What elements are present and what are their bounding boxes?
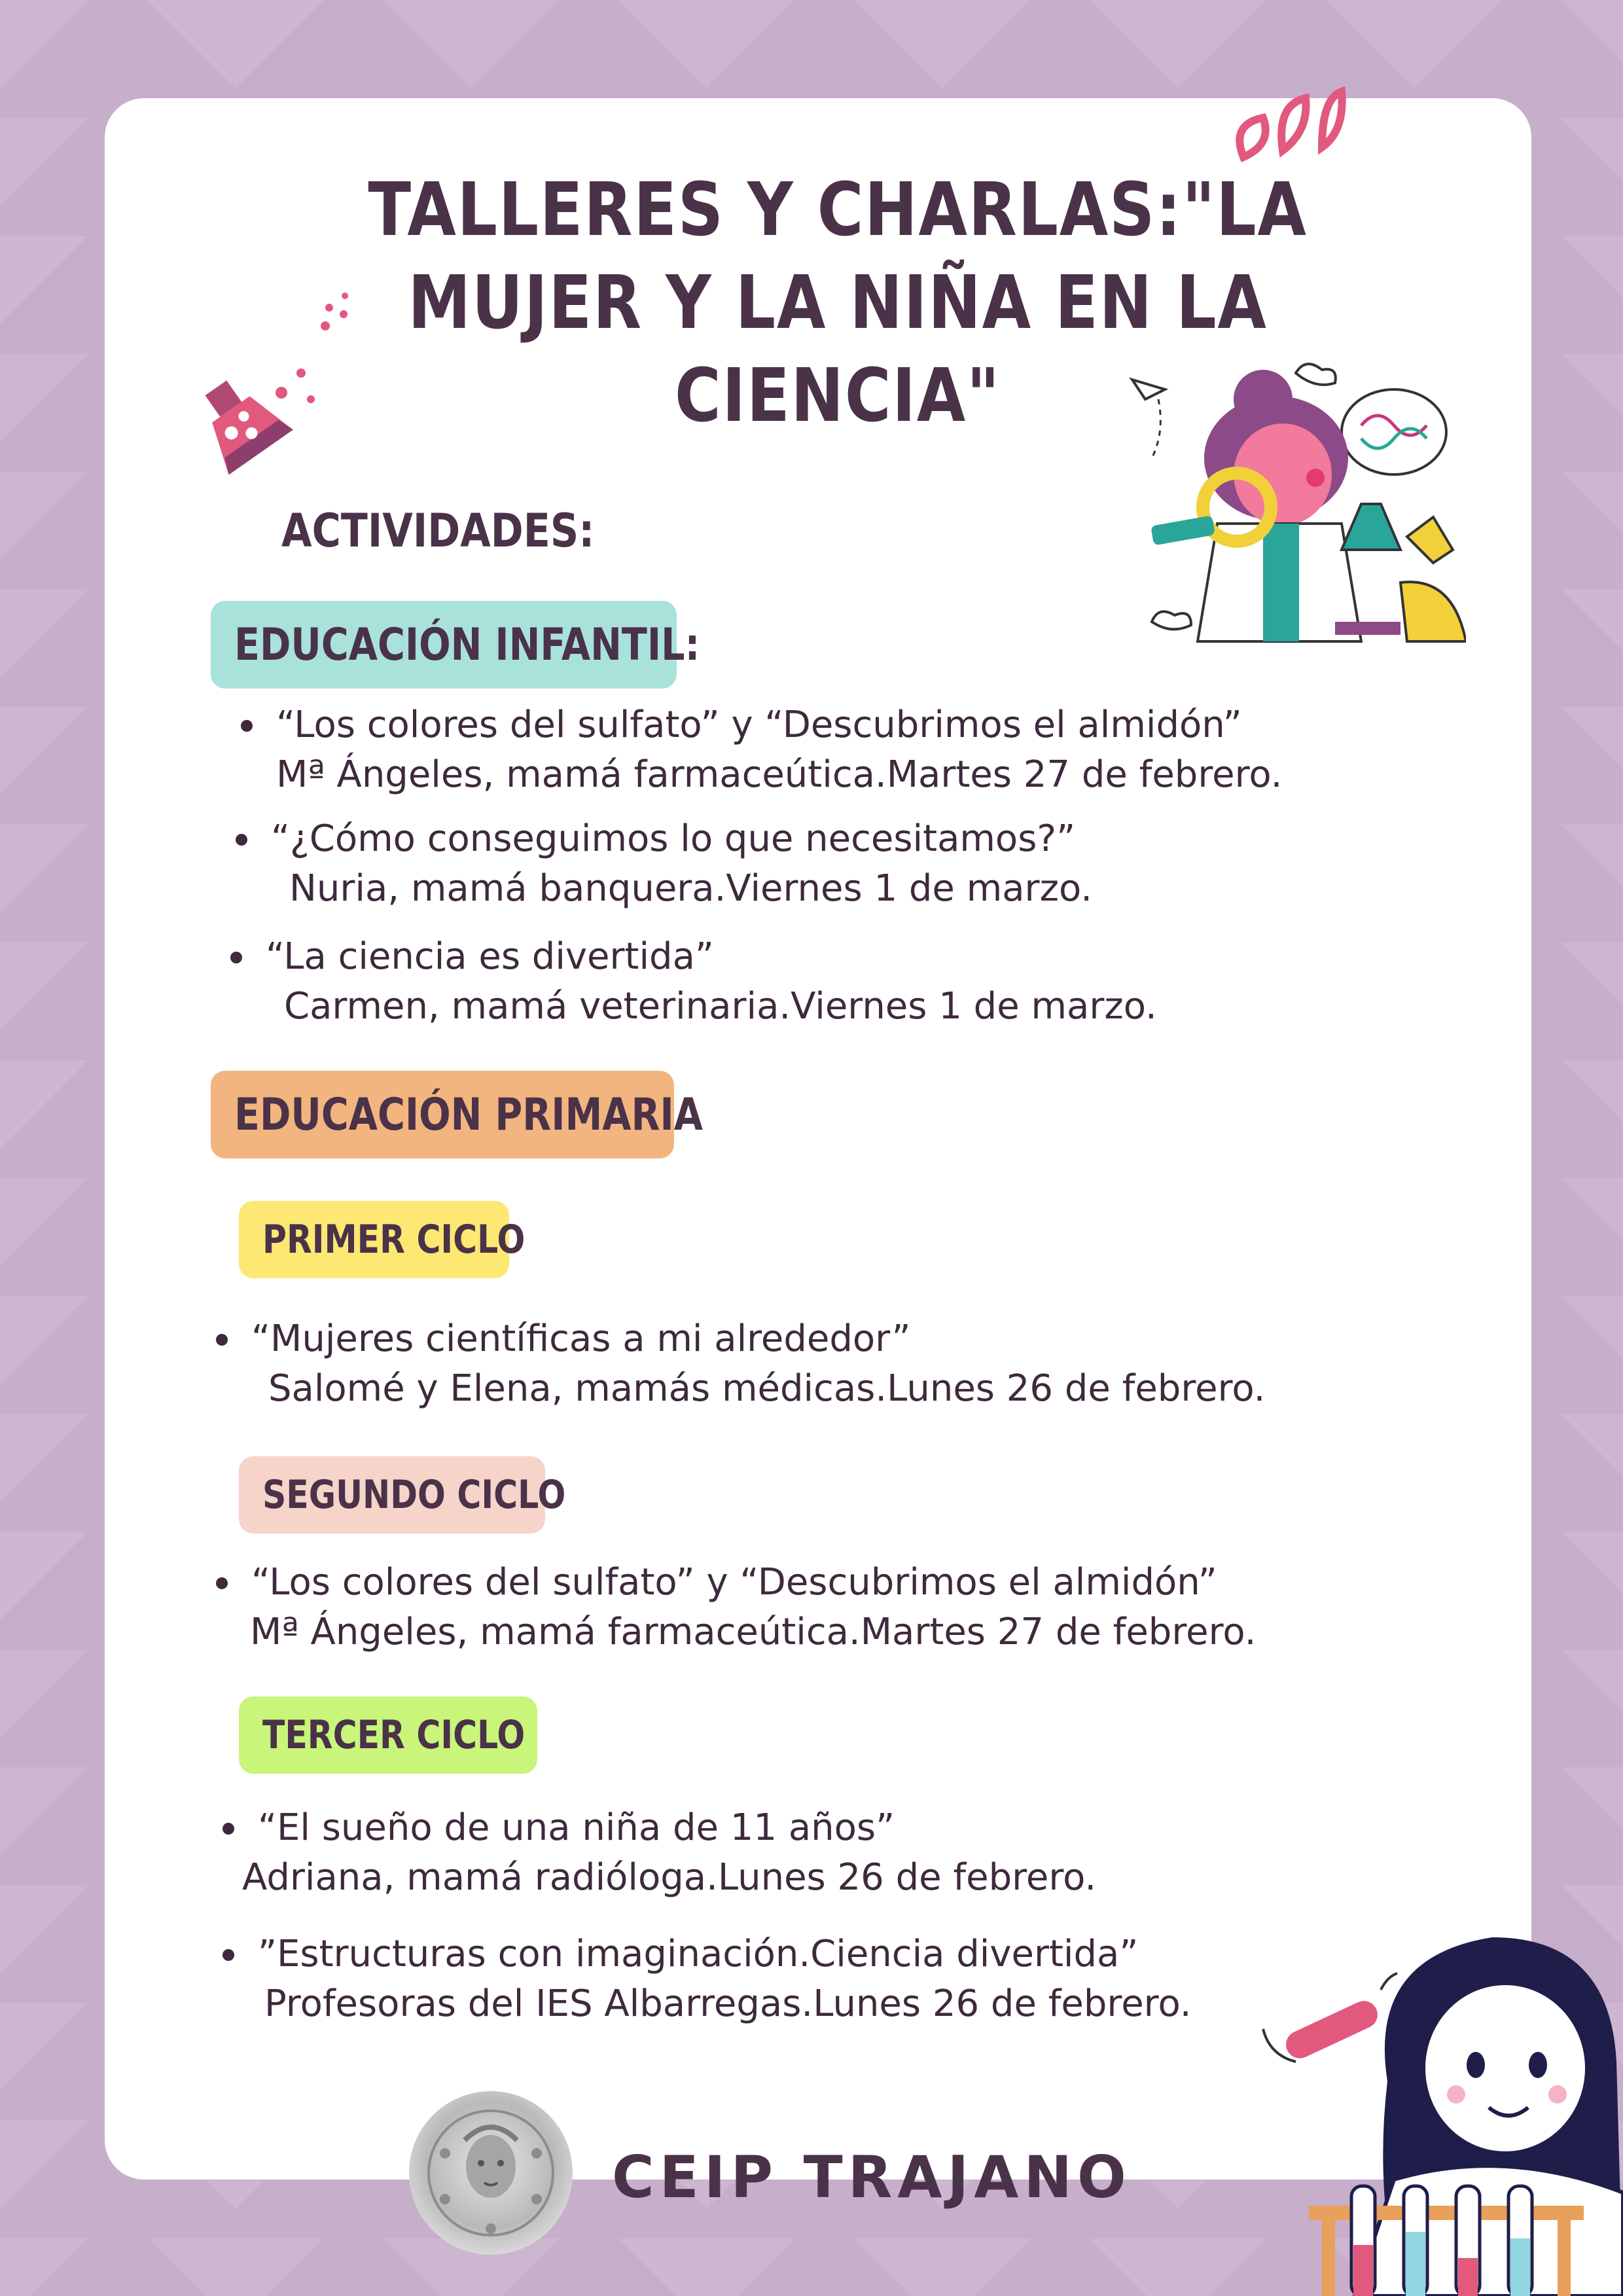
talk-title: “Mujeres científicas a mi alrededor”	[216, 1314, 1265, 1364]
school-name: CEIP TRAJANO	[612, 2144, 1132, 2211]
tag-primer-ciclo-label: PRIMER CICLO	[262, 1217, 526, 1263]
sparkle-lines-icon	[1224, 72, 1348, 170]
tag-segundo-ciclo	[239, 1456, 566, 1534]
pink-flask-icon	[183, 353, 321, 478]
list-item	[216, 1314, 1265, 1414]
activities-heading: ACTIVIDADES:	[281, 504, 595, 558]
school-seal-icon	[406, 2088, 576, 2258]
talk-title: “¿Cómo conseguimos lo que necesitamos?”	[236, 814, 1092, 864]
list-item	[230, 932, 1157, 1031]
talk-detail: Profesoras del IES Albarregas.Lunes 26 de febrero.	[264, 1982, 1192, 2025]
tag-segundo-ciclo-label: SEGUNDO CICLO	[262, 1472, 566, 1518]
tag-educacion-infantil-label: EDUCACIÓN INFANTIL:	[234, 619, 700, 671]
talk-detail: Adriana, mamá radióloga.Lunes 26 de febrero.	[242, 1856, 1097, 1899]
talk-detail: Mª Ángeles, mamá farmaceútica.Martes 27 de febrero.	[276, 753, 1283, 796]
talk-title: “Los colores del sulfato” y “Descubrimos el almidón”	[241, 700, 1282, 750]
talk-title: “El sueño de una niña de 11 años”	[223, 1803, 1096, 1853]
list-item	[236, 814, 1092, 914]
talk-title: “La ciencia es divertida”	[230, 932, 1157, 982]
scientist-with-magnifier-illustration	[1126, 353, 1466, 661]
tag-educacion-infantil	[211, 601, 700, 689]
list-item	[241, 700, 1282, 800]
list-item	[223, 1803, 1096, 1903]
dots-icon	[317, 288, 357, 334]
talk-detail: Mª Ángeles, mamá farmaceútica.Martes 27 de febrero.	[250, 1611, 1257, 1653]
talk-detail: Carmen, mamá veterinaria.Viernes 1 de marzo.	[284, 985, 1157, 1028]
talk-detail: Salomé y Elena, mamás médicas.Lunes 26 de febrero.	[268, 1367, 1266, 1410]
poster-title: TALLERES Y CHARLAS:"LA MUJER Y LA NIÑA EN LA CIENCIA"	[368, 168, 1308, 439]
tag-tercer-ciclo-label: TERCER CICLO	[262, 1712, 526, 1758]
girl-scientist-test-tubes-illustration	[1296, 1918, 1623, 2296]
talk-title: ”Estructuras con imaginación.Ciencia divertida”	[223, 1929, 1192, 1979]
list-item	[223, 1929, 1192, 2029]
tag-tercer-ciclo	[239, 1696, 537, 1774]
tag-primer-ciclo	[239, 1201, 526, 1278]
list-item	[216, 1558, 1256, 1657]
talk-detail: Nuria, mamá banquera.Viernes 1 de marzo.	[289, 867, 1093, 910]
tag-educacion-primaria-label: EDUCACIÓN PRIMARIA	[234, 1088, 703, 1141]
talk-title: “Los colores del sulfato” y “Descubrimos el almidón”	[216, 1558, 1256, 1607]
tag-educacion-primaria	[211, 1071, 703, 1158]
